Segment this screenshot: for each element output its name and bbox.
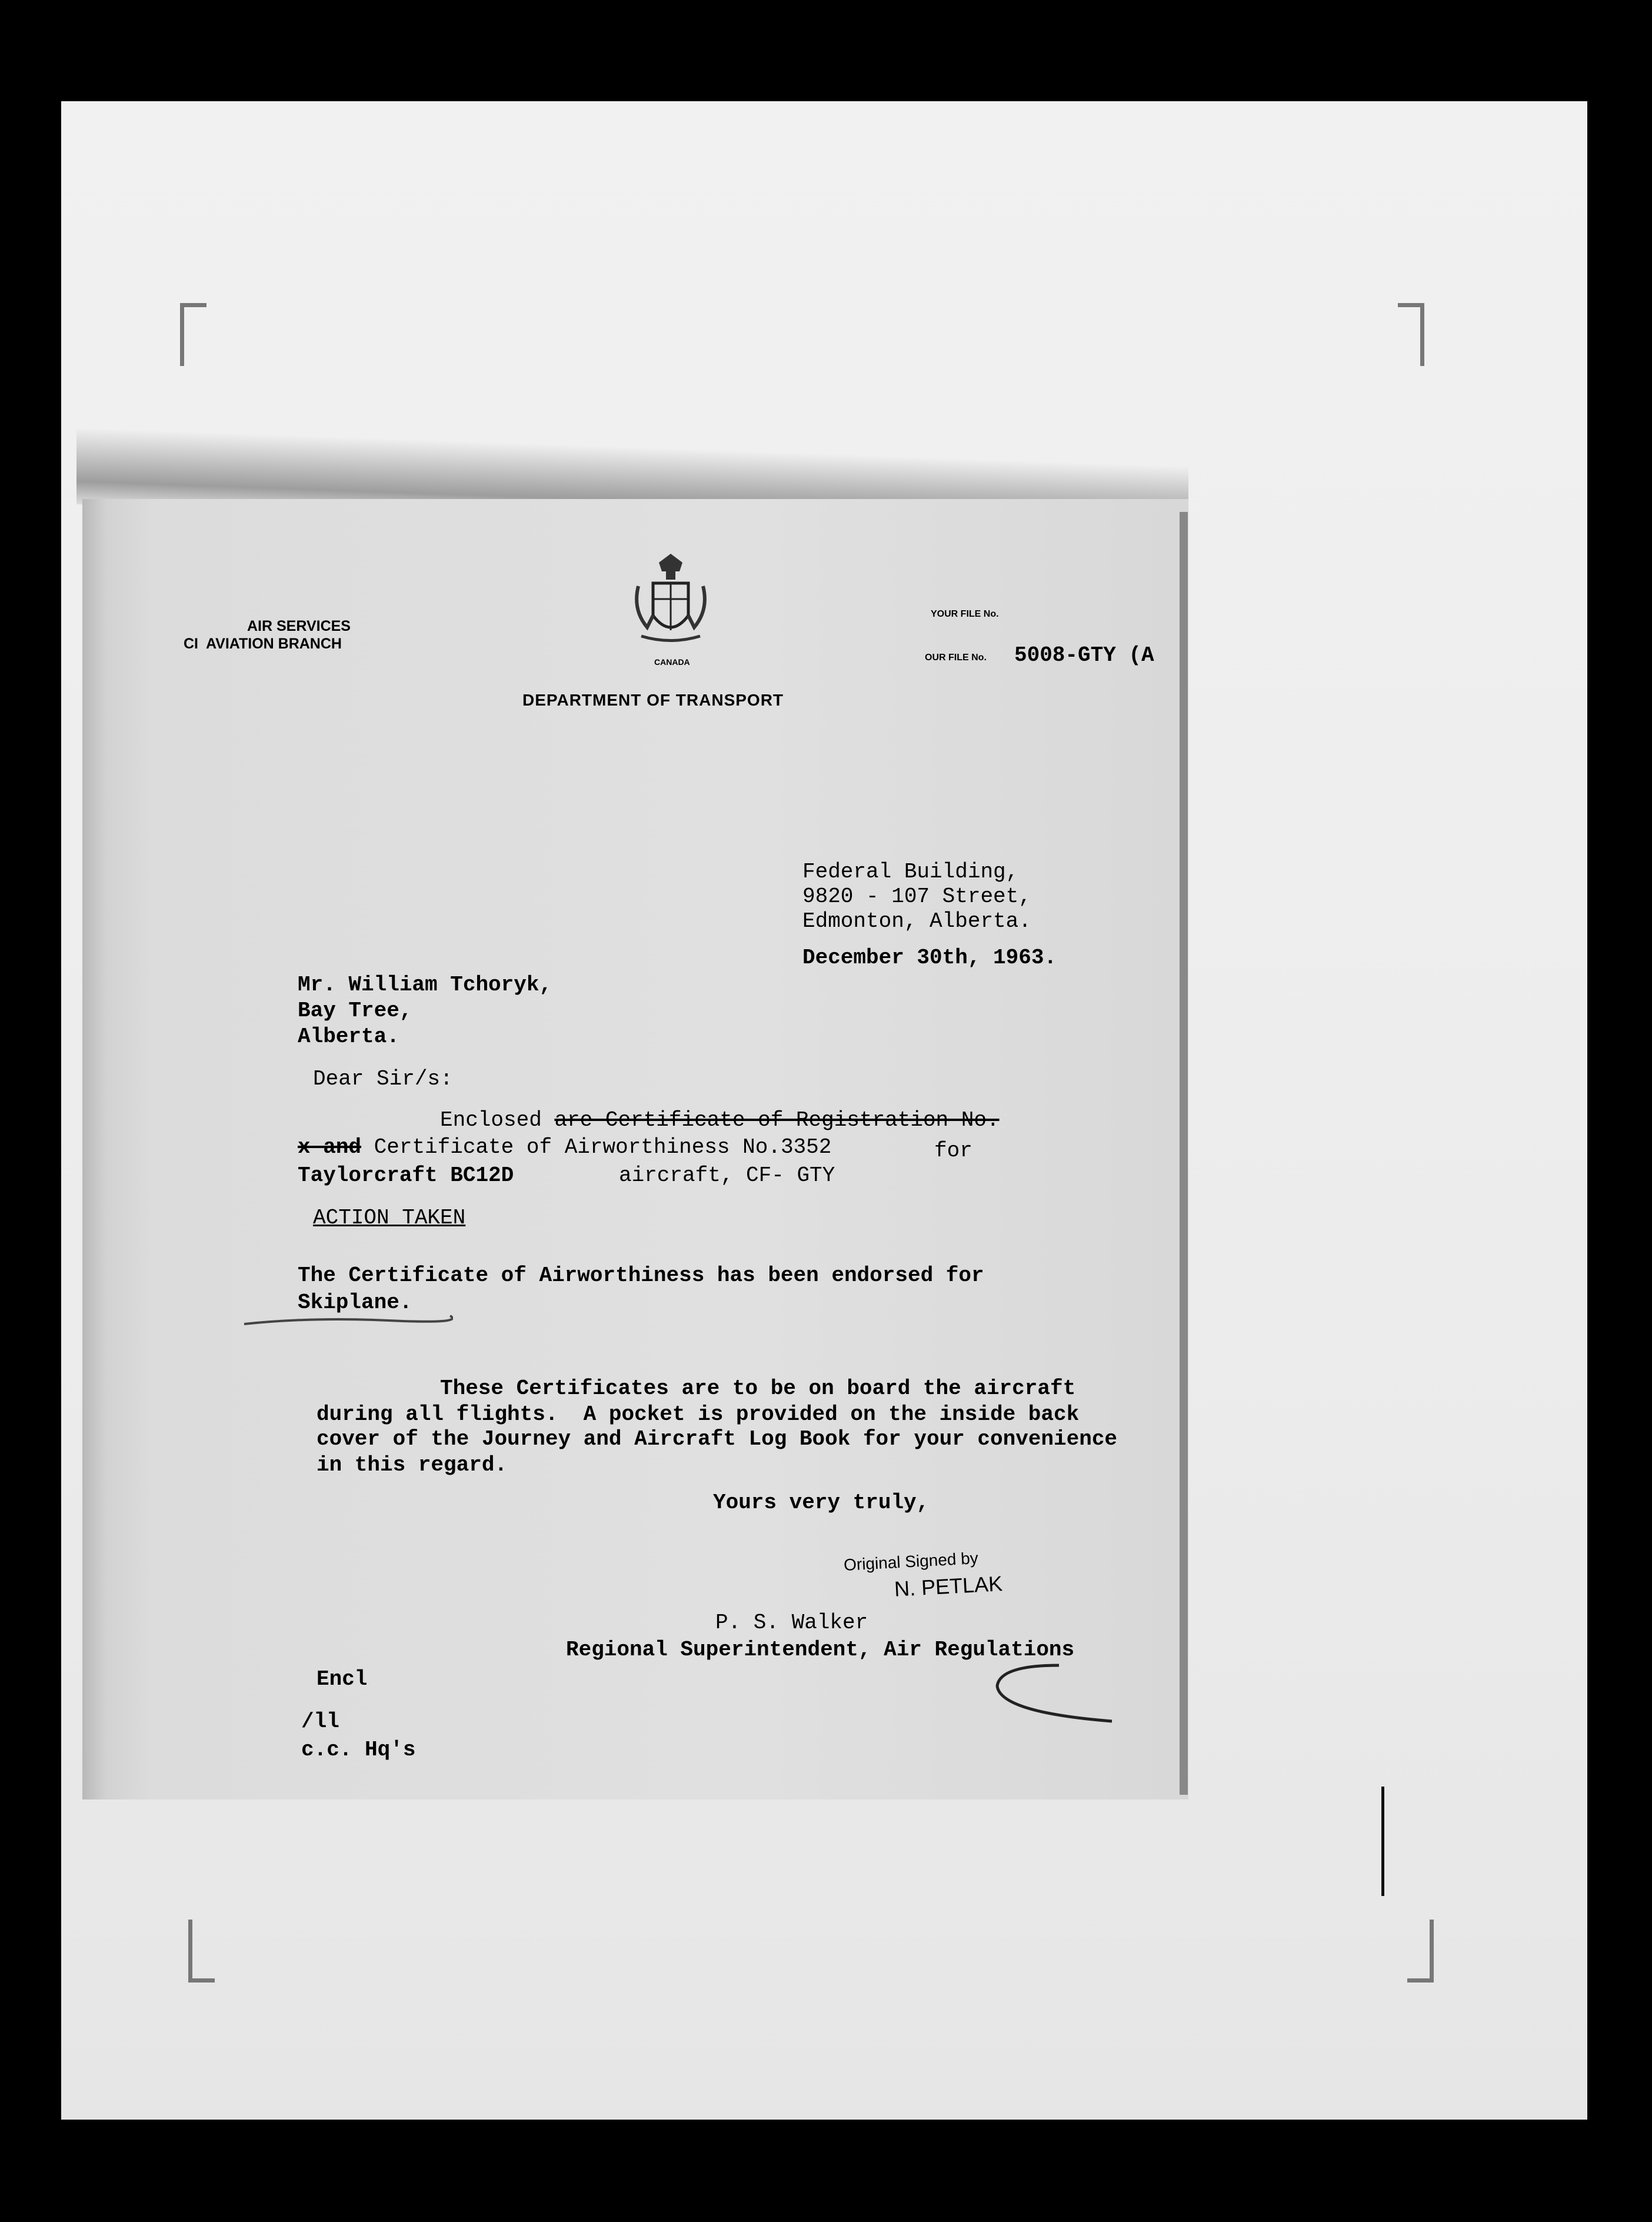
crop-mark-bottom-left [188, 1920, 215, 1982]
body-line: in this regard. [317, 1453, 508, 1477]
aircraft-type: Taylorcraft BC12D [298, 1163, 514, 1187]
signer-name: P. S. Walker [715, 1611, 868, 1635]
branch-name-line-2: CI AVIATION BRANCH [184, 636, 342, 652]
letter-date: December 30th, 1963. [802, 946, 1057, 970]
country-label: CANADA [654, 657, 690, 667]
sender-address-line: 9820 - 107 Street, [802, 884, 1031, 909]
pen-underline-mark [241, 1312, 453, 1330]
for-text: for [934, 1139, 972, 1163]
struck-and-text: x and [298, 1135, 362, 1159]
signed-name-stamp: N. PETLAK [894, 1571, 1003, 1601]
initial-pen-mark [988, 1659, 1118, 1730]
action-text-line: Skiplane. [298, 1290, 412, 1315]
coat-of-arms-icon [630, 551, 712, 651]
original-signed-by-stamp: Original Signed by [843, 1549, 979, 1574]
enclosure-mark: Encl [317, 1667, 368, 1691]
enclosure-line-2 [298, 1137, 831, 1158]
enclosure-prefix: Enclosed [440, 1108, 555, 1132]
our-file-label: OUR FILE No. [925, 653, 987, 663]
struck-registration-text: are Certificate of Registration No. [554, 1108, 1000, 1132]
sender-address-line: Federal Building, [802, 860, 1019, 884]
your-file-label: YOUR FILE No. [931, 609, 999, 619]
body-line: These Certificates are to be on board the aircraft [440, 1376, 1076, 1401]
body-line: cover of the Journey and Aircraft Log Book for your convenience [317, 1427, 1118, 1451]
aircraft-registration: aircraft, CF- GTY [619, 1163, 835, 1187]
salutation: Dear Sir/s: [313, 1067, 453, 1091]
crop-mark-bottom-right [1407, 1920, 1434, 1982]
airworthiness-certificate-text: Certificate of Airworthiness No.3352 [361, 1135, 832, 1159]
action-text-line: The Certificate of Airworthiness has been endorsed for [298, 1263, 984, 1288]
branch-name-line-1: AIR SERVICES [247, 618, 351, 634]
recipient-line: Alberta. [298, 1024, 399, 1049]
our-file-number: 5008-GTY (A [1014, 643, 1154, 667]
film-scratch-line [1381, 1787, 1384, 1896]
signer-title: Regional Superintendent, Air Regulations [566, 1638, 1075, 1662]
recipient-line: Mr. William Tchoryk, [298, 973, 552, 997]
closing: Yours very truly, [713, 1491, 930, 1515]
crop-mark-top-right [1398, 303, 1424, 366]
enclosure-line-1 [440, 1110, 1000, 1131]
typist-reference: /ll [301, 1709, 339, 1734]
sender-address-line: Edmonton, Alberta. [802, 909, 1031, 933]
department-title: DEPARTMENT OF TRANSPORT [522, 691, 784, 709]
carbon-copy-note: c.c. Hq's [301, 1738, 416, 1762]
recipient-line: Bay Tree, [298, 999, 412, 1023]
crop-mark-top-left [180, 303, 206, 366]
letter-edge [1180, 512, 1188, 1795]
action-heading: ACTION TAKEN [313, 1206, 466, 1230]
body-line: during all flights. A pocket is provided on the inside back [317, 1402, 1080, 1426]
